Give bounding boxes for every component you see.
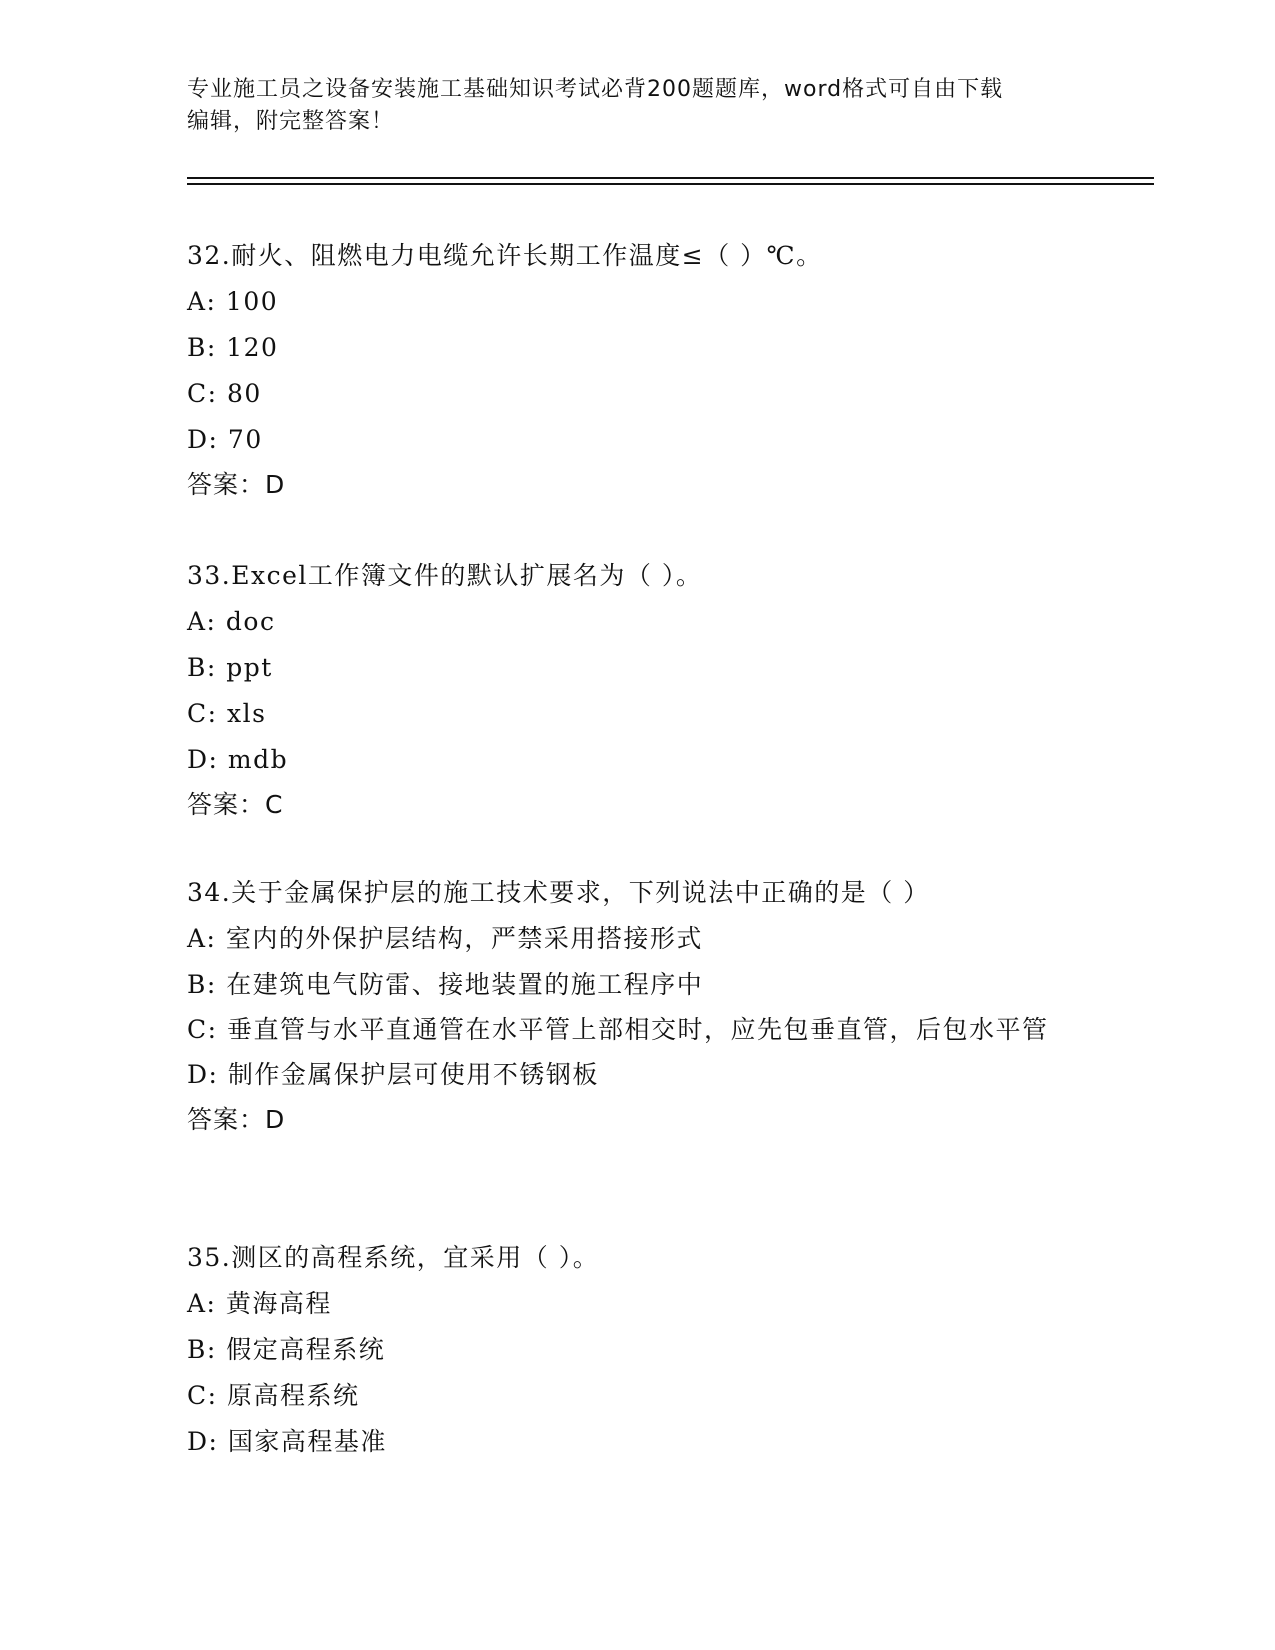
header-title-line-1: 专业施工员之设备安装施工基础知识考试必背200题题库，word格式可自由下载 bbox=[187, 77, 1004, 102]
option-c: C: 原高程系统 bbox=[187, 1381, 360, 1410]
answer: 答案：C bbox=[187, 790, 284, 819]
question-stem: 35.测区的高程系统，宜采用（ ）。 bbox=[187, 1243, 600, 1272]
option-a: A: 黄海高程 bbox=[187, 1289, 332, 1318]
option-a: A: 室内的外保护层结构，严禁采用搭接形式 bbox=[187, 924, 703, 953]
answer: 答案：D bbox=[187, 1105, 286, 1134]
question-stem: 33.Excel工作簿文件的默认扩展名为（ ）。 bbox=[187, 561, 703, 590]
question-35 bbox=[187, 1235, 1087, 1465]
option-a: A: 100 bbox=[187, 287, 279, 316]
question-stem: 34.关于金属保护层的施工技术要求，下列说法中正确的是（ ） bbox=[187, 878, 930, 907]
option-d: D: 国家高程基准 bbox=[187, 1427, 387, 1456]
header-divider-bottom bbox=[187, 183, 1154, 185]
option-c: C: 垂直管与水平直通管在水平管上部相交时，应先包垂直管，后包水平管 bbox=[187, 1015, 1049, 1044]
header-title-line-2: 编辑，附完整答案！ bbox=[187, 109, 395, 134]
option-b: B: 120 bbox=[187, 333, 279, 362]
option-c: C: 80 bbox=[187, 379, 262, 408]
question-34 bbox=[187, 870, 1087, 1142]
option-d: D: mdb bbox=[187, 745, 289, 774]
option-b: B: 在建筑电气防雷、接地装置的施工程序中 bbox=[187, 970, 704, 999]
question-32 bbox=[187, 233, 1087, 507]
option-b: B: 假定高程系统 bbox=[187, 1335, 386, 1364]
option-d: D: 70 bbox=[187, 425, 263, 454]
question-stem: 32.耐火、阻燃电力电缆允许长期工作温度≤（ ）℃。 bbox=[187, 241, 823, 270]
question-33 bbox=[187, 553, 1087, 827]
answer: 答案：D bbox=[187, 470, 286, 499]
option-a: A: doc bbox=[187, 607, 276, 636]
option-b: B: ppt bbox=[187, 653, 273, 682]
option-c: C: xls bbox=[187, 699, 267, 728]
document-header bbox=[187, 74, 1067, 138]
option-d: D: 制作金属保护层可使用不锈钢板 bbox=[187, 1060, 599, 1089]
header-divider-top bbox=[187, 177, 1154, 179]
